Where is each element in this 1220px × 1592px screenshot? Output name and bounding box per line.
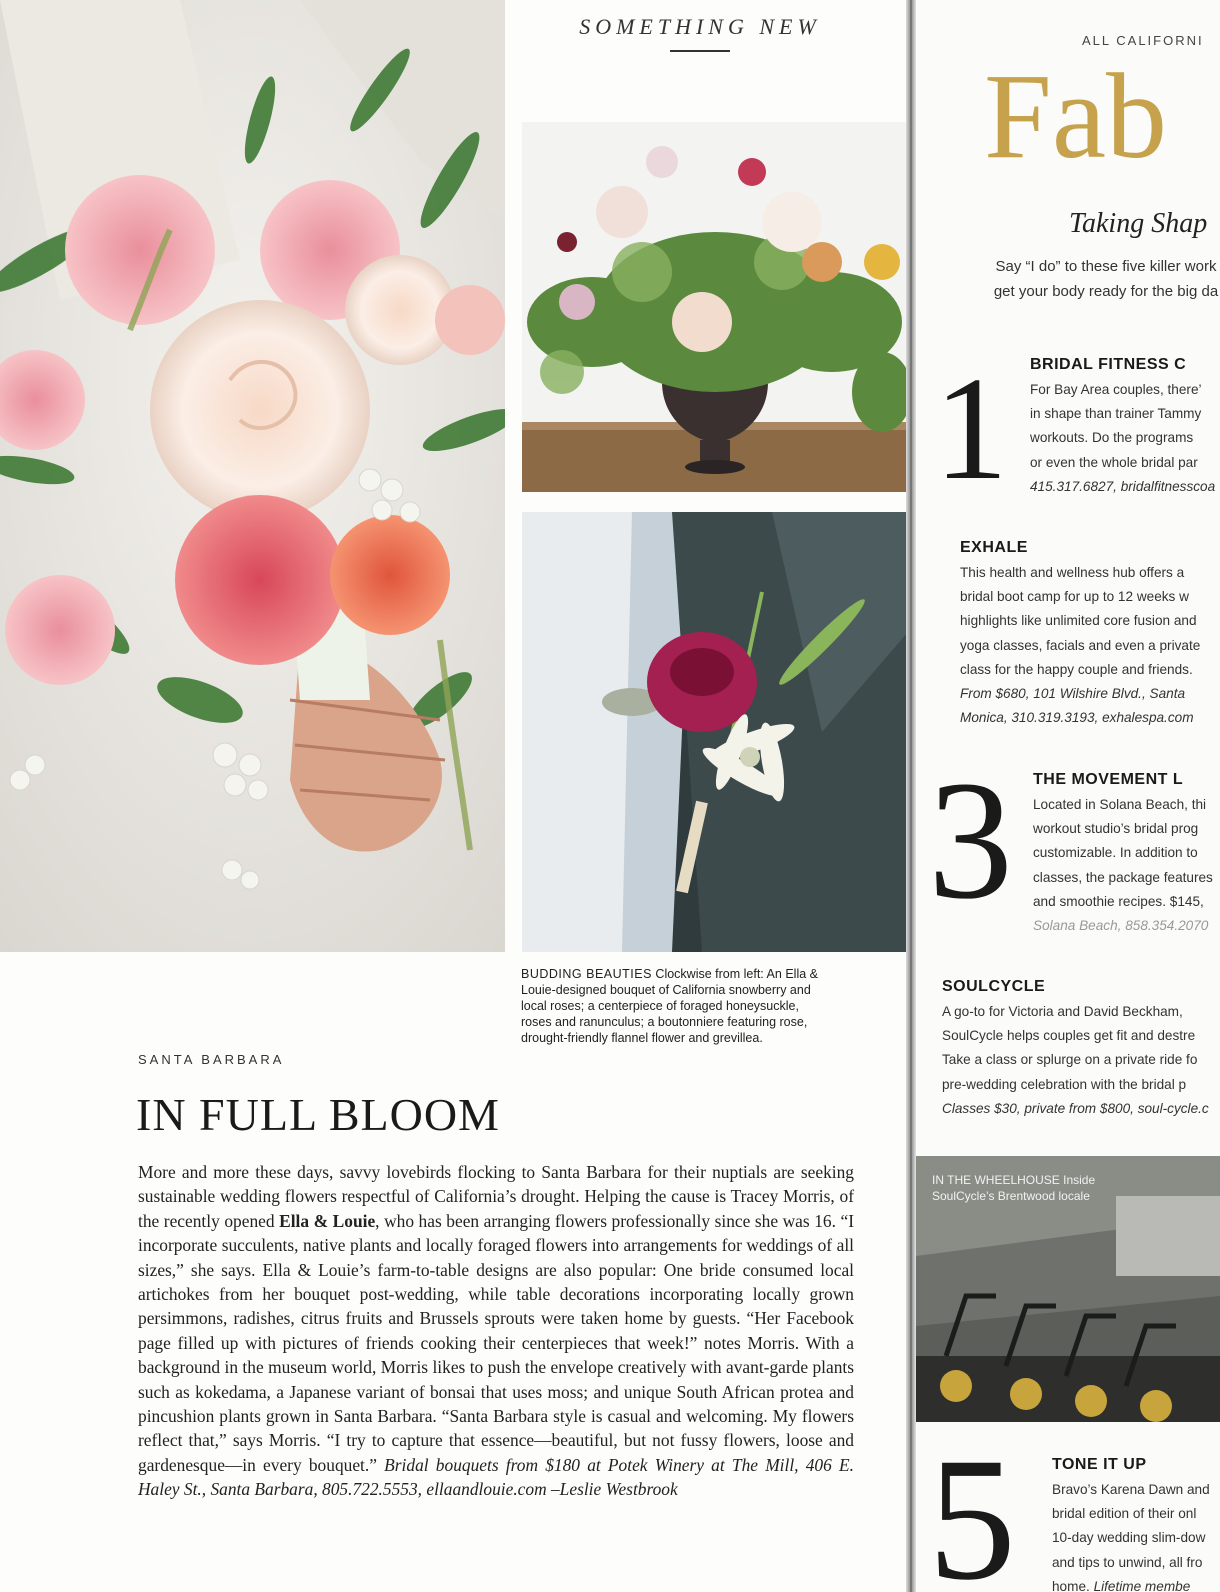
entry-line: bridal boot camp for up to 12 weeks w xyxy=(960,589,1189,605)
business-name: Ella & Louie xyxy=(279,1210,376,1231)
entry-line: This health and wellness hub offers a xyxy=(960,565,1185,580)
section-kicker-top: SOMETHING NEW xyxy=(579,14,821,39)
intro-line: get your body ready for the big da xyxy=(993,283,1219,300)
boutonniere-photo xyxy=(522,512,906,952)
entry-soulcycle xyxy=(942,978,1209,1121)
entry-movement xyxy=(1033,771,1213,938)
entry-line: workout studio’s bridal prog xyxy=(1033,821,1199,837)
photo-caption xyxy=(521,966,821,1046)
body-part-1: More and more these days, savvy lovebirds flocking to Santa Barbara for their nuptials are seeking sustainable wedding flowers respectful of California’s drought. Helping the cause is Tracey Morris, of the recently opened xyxy=(138,1162,854,1231)
article-headline: IN FULL BLOOM xyxy=(136,1089,500,1140)
centerpiece-photo xyxy=(522,122,906,492)
entry-line: customizable. In addition to xyxy=(1033,845,1198,861)
entry-line: For Bay Area couples, there’ xyxy=(1030,382,1202,397)
entry-line: highlights like unlimited core fusion and xyxy=(960,613,1197,629)
entry-line: and smoothie recipes. $145, xyxy=(1033,893,1204,909)
page-spine xyxy=(906,0,916,1592)
entry-title: SOULCYCLE xyxy=(942,978,1046,995)
caption-text: Clockwise from left: An Ella & Louie-designed bouquet of California snowberry and local roses; a centerpiece of foraged honeysuckle, roses and ranunculus; a boutonniere featuring rose, drought-friendly flannel flower and grevillea. xyxy=(521,967,818,1045)
entry-line: pre-wedding celebration with the bridal p xyxy=(942,1076,1187,1092)
entry-line: in shape than trainer Tammy xyxy=(1030,406,1202,422)
body-part-2: , who has been arranging flowers professionally since she was 16. “I incorporate succulents, native plants and locally foraged flowers into arrangements for weddings of all sizes,” she says. Ella & Louie’s farm-to-table designs are also popular: One bride consumed local artichokes from her bouquet post-wedding, while table decorations incorporating locally grown persimmons, radishes, citrus fruits and Brussels sprouts were taken home by guests. “Her Facebook page filled up with pictures of friends cooking their centerpieces that week!” notes Morris. With a background in the museum world, Morris likes to push the envelope creatively with avant-garde plants such as kokedama, a Japanese variant of bonsai that uses moss; and unique South African protea and pincushion plants grown in Santa Barbara. “Santa Barbara style is casual and welcoming. My flowers reflect that,” says Morris. “I try to capture that essence—beautiful, but not fussy flowers, loose and gardenesque—in every bouquet.” xyxy=(138,1210,854,1475)
entry-bridal-fitness xyxy=(1030,356,1215,499)
entry-line: Bravo’s Karena Dawn and xyxy=(1052,1482,1210,1497)
byline: –Leslie Westbrook xyxy=(546,1479,678,1500)
entry-details: From $680, 101 Wilshire Blvd., Santa xyxy=(960,686,1186,702)
entry-exhale xyxy=(960,539,1200,730)
entry-title: TONE IT UP xyxy=(1052,1456,1147,1473)
entry-line: class for the happy couple and friends. xyxy=(960,661,1193,677)
entry-line: Take a class or splurge on a private ride fo xyxy=(942,1052,1198,1068)
gym-photo-caption xyxy=(932,1172,1095,1204)
entry-details: Lifetime membe xyxy=(1093,1578,1191,1592)
caption-heading: BUDDING BEAUTIES xyxy=(521,967,652,981)
kicker-divider xyxy=(670,50,730,52)
entry-line: Located in Solana Beach, thi xyxy=(1033,797,1207,812)
entry-details: Classes $30, private from $800, soul-cycle.c xyxy=(942,1100,1209,1116)
intro-line: Say “I do” to these five killer work xyxy=(995,258,1217,275)
right-subtitle: Taking Shap xyxy=(1069,208,1208,239)
entry-line: and tips to unwind, all fro xyxy=(1052,1554,1203,1570)
gym-caption-line: IN THE WHEELHOUSE Inside xyxy=(932,1173,1096,1187)
right-kicker: ALL CALIFORNI xyxy=(1082,33,1204,48)
entry-details: 415.317.6827, bridalfitnesscoa xyxy=(1030,478,1216,494)
article-body xyxy=(138,1160,854,1502)
entry-title: THE MOVEMENT L xyxy=(1033,771,1184,788)
entry-line: A go-to for Victoria and David Beckham, xyxy=(942,1004,1183,1019)
entry-line: SoulCycle helps couples get fit and destre xyxy=(942,1028,1196,1044)
entry-line: or even the whole bridal par xyxy=(1030,454,1198,470)
right-intro xyxy=(956,254,1220,304)
location-kicker: SANTA BARBARA xyxy=(138,1052,285,1067)
entry-details: Solana Beach, 858.354.2070 xyxy=(1033,918,1209,934)
listing-details: Bridal bouquets from $180 at Potek Winery at The Mill, 406 E. Haley St., Santa Barbara, 805.722.5553, ellaandlouie.com xyxy=(138,1454,854,1500)
entry-line: yoga classes, facials and even a private xyxy=(960,637,1201,653)
entry-line: workouts. Do the programs xyxy=(1030,430,1194,446)
number-1: 1 xyxy=(934,347,1008,511)
number-3: 3 xyxy=(928,746,1013,934)
entry-line: bridal edition of their onl xyxy=(1052,1506,1197,1522)
gym-caption-line: SoulCycle’s Brentwood locale xyxy=(932,1189,1090,1203)
entry-title: EXHALE xyxy=(960,539,1028,556)
right-title: Fab xyxy=(984,49,1167,184)
entry-line: classes, the package features xyxy=(1033,869,1213,885)
right-page xyxy=(916,0,1220,1592)
number-5: 5 xyxy=(928,1422,1016,1592)
bouquet-photo xyxy=(0,0,505,952)
entry-details-prefix: home. xyxy=(1052,1578,1094,1592)
entry-title: BRIDAL FITNESS C xyxy=(1030,356,1187,373)
entry-tone-it-up xyxy=(1052,1456,1210,1592)
entry-line: 10-day wedding slim-dow xyxy=(1052,1530,1206,1546)
entry-details: Monica, 310.319.3193, exhalespa.com xyxy=(960,710,1194,726)
